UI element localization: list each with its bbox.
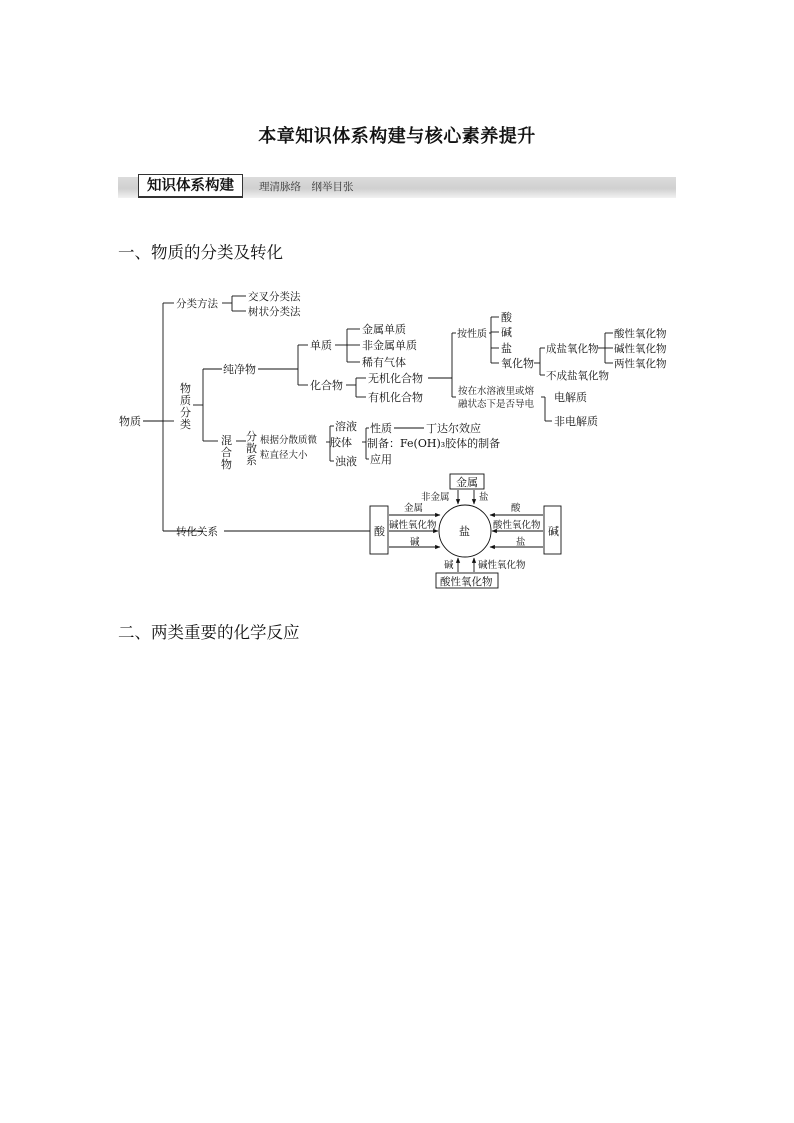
node-acidic-oxide: 酸性氧化物 bbox=[614, 328, 667, 340]
node-salt-forming-oxide: 成盐氧化物 bbox=[546, 343, 599, 355]
box-metal: 金属 bbox=[456, 476, 478, 489]
node-pure: 纯净物 bbox=[223, 363, 256, 376]
dispersion-criterion-line1: 根据分散质微 bbox=[260, 435, 318, 446]
box-acid: 酸 bbox=[374, 525, 385, 538]
banner-tab-label: 知识体系构建 bbox=[138, 174, 243, 198]
node-compound: 化合物 bbox=[310, 379, 343, 392]
page-title: 本章知识体系构建与核心素养提升 bbox=[258, 126, 536, 147]
label-classify-3: 分 bbox=[180, 406, 191, 419]
label-classify-4: 类 bbox=[180, 418, 191, 431]
circle-salt: 盐 bbox=[459, 525, 470, 538]
node-method-cross: 交叉分类法 bbox=[248, 291, 301, 303]
node-organic: 有机化合物 bbox=[368, 391, 423, 404]
node-electrolyte: 电解质 bbox=[554, 391, 587, 404]
node-method-tree: 树状分类法 bbox=[248, 306, 301, 318]
node-colloid: 胶体 bbox=[330, 436, 352, 449]
banner-subtitle: 理清脉络 纲举目张 bbox=[259, 181, 354, 193]
arrow-label-nonmetal: 非金属 bbox=[421, 492, 450, 503]
node-non-salt-forming-oxide: 不成盐氧化物 bbox=[546, 370, 609, 382]
arrow-label-top-salt: 盐 bbox=[479, 492, 489, 503]
section-heading-classification: 一、物质的分类及转化 bbox=[118, 243, 283, 262]
section-heading-reactions: 二、两类重要的化学反应 bbox=[118, 623, 300, 642]
label-mixture-1: 混 bbox=[221, 434, 232, 447]
node-colloid-preparation: 制备：Fe(OH)₃胶体的制备 bbox=[367, 437, 501, 450]
node-suspension: 浊液 bbox=[335, 455, 357, 468]
box-acidic-oxide: 酸性氧化物 bbox=[440, 576, 493, 588]
box-base: 碱 bbox=[548, 525, 559, 538]
arrow-label-left-metal: 金属 bbox=[404, 503, 424, 514]
node-amphoteric-oxide: 两性氧化物 bbox=[614, 358, 667, 370]
node-transformation: 转化关系 bbox=[176, 526, 218, 538]
label-classify-2: 质 bbox=[180, 394, 191, 407]
node-acid: 酸 bbox=[501, 311, 512, 324]
arrow-label-left-base: 碱 bbox=[410, 537, 420, 548]
arrow-label-right-acid: 酸 bbox=[511, 503, 521, 514]
arrow-label-right-salt: 盐 bbox=[516, 537, 526, 548]
label-dispersion-2: 散 bbox=[246, 442, 257, 455]
node-tyndall: 丁达尔效应 bbox=[426, 422, 481, 435]
node-base: 碱 bbox=[501, 326, 512, 339]
node-basic-oxide: 碱性氧化物 bbox=[614, 343, 667, 355]
node-colloid-property: 性质 bbox=[370, 422, 392, 435]
arrow-label-bottom-basic-oxide: 碱性氧化物 bbox=[478, 560, 526, 571]
arrow-label-left-basic-oxide: 碱性氧化物 bbox=[389, 520, 437, 531]
label-dispersion-3: 系 bbox=[246, 454, 257, 467]
node-solution: 溶液 bbox=[335, 420, 357, 433]
node-method: 分类方法 bbox=[176, 298, 218, 310]
node-by-property: 按性质 bbox=[457, 329, 487, 340]
label-classify-1: 物 bbox=[180, 382, 191, 395]
conductivity-criterion-line2: 融状态下是否导电 bbox=[458, 399, 535, 410]
node-colloid-application: 应用 bbox=[370, 453, 392, 466]
node-metal-element: 金属单质 bbox=[362, 323, 406, 336]
label-dispersion-1: 分 bbox=[246, 430, 257, 443]
node-root: 物质 bbox=[119, 415, 141, 428]
node-salt: 盐 bbox=[501, 342, 512, 355]
conductivity-criterion-line1: 按在水溶液里或熔 bbox=[458, 386, 535, 397]
node-oxide: 氧化物 bbox=[501, 357, 534, 370]
node-element: 单质 bbox=[310, 339, 332, 352]
dispersion-criterion-line2: 粒直径大小 bbox=[260, 450, 308, 461]
node-inorganic: 无机化合物 bbox=[368, 372, 423, 385]
label-mixture-3: 物 bbox=[221, 458, 232, 471]
node-nonmetal-element: 非金属单质 bbox=[362, 339, 417, 352]
label-mixture-2: 合 bbox=[221, 446, 232, 459]
arrow-label-right-acidic-oxide: 酸性氧化物 bbox=[493, 520, 541, 531]
arrow-label-bottom-base: 碱 bbox=[444, 560, 454, 571]
node-noble-gas: 稀有气体 bbox=[362, 356, 406, 369]
node-non-electrolyte: 非电解质 bbox=[554, 415, 598, 428]
